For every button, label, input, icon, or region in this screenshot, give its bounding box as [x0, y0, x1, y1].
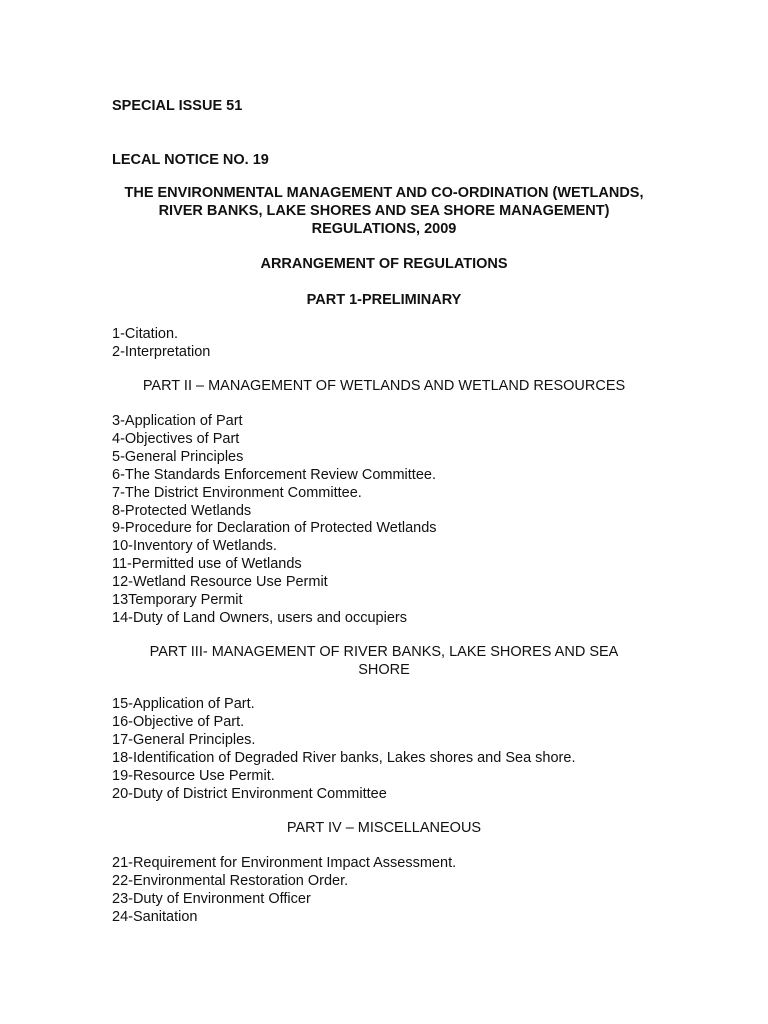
part-3-list: [112, 696, 575, 803]
regulations-title-line-1: THE ENVIRONMENTAL MANAGEMENT AND CO-ORDINATION (WETLANDS,: [124, 185, 644, 201]
list-item: 11-Permitted use of Wetlands: [112, 556, 302, 573]
part-3-heading-line-2: SHORE: [358, 662, 410, 678]
list-item: 8-Protected Wetlands: [112, 502, 252, 519]
list-item: 24-Sanitation: [112, 908, 198, 925]
special-issue-label: SPECIAL ISSUE 51: [112, 98, 243, 114]
part-1-list: [112, 326, 210, 362]
legal-notice-label: LECAL NOTICE NO. 19: [112, 152, 269, 168]
part-4-heading: PART IV – MISCELLANEOUS: [286, 820, 482, 836]
list-item: 9-Procedure for Declaration of Protected Wetlands: [112, 520, 437, 537]
list-item: 22-Environmental Restoration Order.: [112, 872, 349, 889]
list-item: 21-Requirement for Environment Impact Assessment.: [112, 855, 457, 871]
list-item: 16-Objective of Part.: [112, 713, 245, 730]
list-item: 2-Interpretation: [112, 343, 211, 360]
list-item: 6-The Standards Enforcement Review Committee.: [112, 466, 436, 483]
list-item: 19-Resource Use Permit.: [112, 767, 275, 784]
part-4-list: [112, 855, 456, 927]
list-item: 15-Application of Part.: [112, 696, 255, 712]
arrangement-heading: ARRANGEMENT OF REGULATIONS: [260, 256, 508, 272]
list-item: 18-Identification of Degraded River banks, Lakes shores and Sea shore.: [112, 749, 576, 766]
regulations-title-line-2: RIVER BANKS, LAKE SHORES AND SEA SHORE MANAGEMENT): [158, 203, 610, 219]
list-item: 7-The District Environment Committee.: [112, 484, 362, 501]
list-item: 5-General Principles: [112, 448, 244, 465]
list-item: 12-Wetland Resource Use Permit: [112, 574, 328, 591]
regulations-title-line-3: REGULATIONS, 2009: [311, 221, 457, 237]
list-item: 23-Duty of Environment Officer: [112, 890, 311, 907]
list-item: 20-Duty of District Environment Committee: [112, 785, 387, 802]
list-item: 14-Duty of Land Owners, users and occupiers: [112, 609, 407, 626]
part-2-heading: PART II – MANAGEMENT OF WETLANDS AND WETLAND RESOURCES: [142, 378, 626, 394]
part-2-list: [112, 413, 437, 628]
list-item: 1-Citation.: [112, 326, 179, 342]
list-item: 4-Objectives of Part: [112, 430, 240, 447]
part-1-heading: PART 1-PRELIMINARY: [306, 292, 462, 308]
list-item: 3-Application of Part: [112, 413, 243, 429]
list-item: 17-General Principles.: [112, 731, 256, 748]
list-item: 10-Inventory of Wetlands.: [112, 538, 277, 555]
part-3-heading-line-1: PART III- MANAGEMENT OF RIVER BANKS, LAKE SHORES AND SEA: [149, 644, 619, 660]
list-item: 13Temporary Permit: [112, 592, 243, 609]
